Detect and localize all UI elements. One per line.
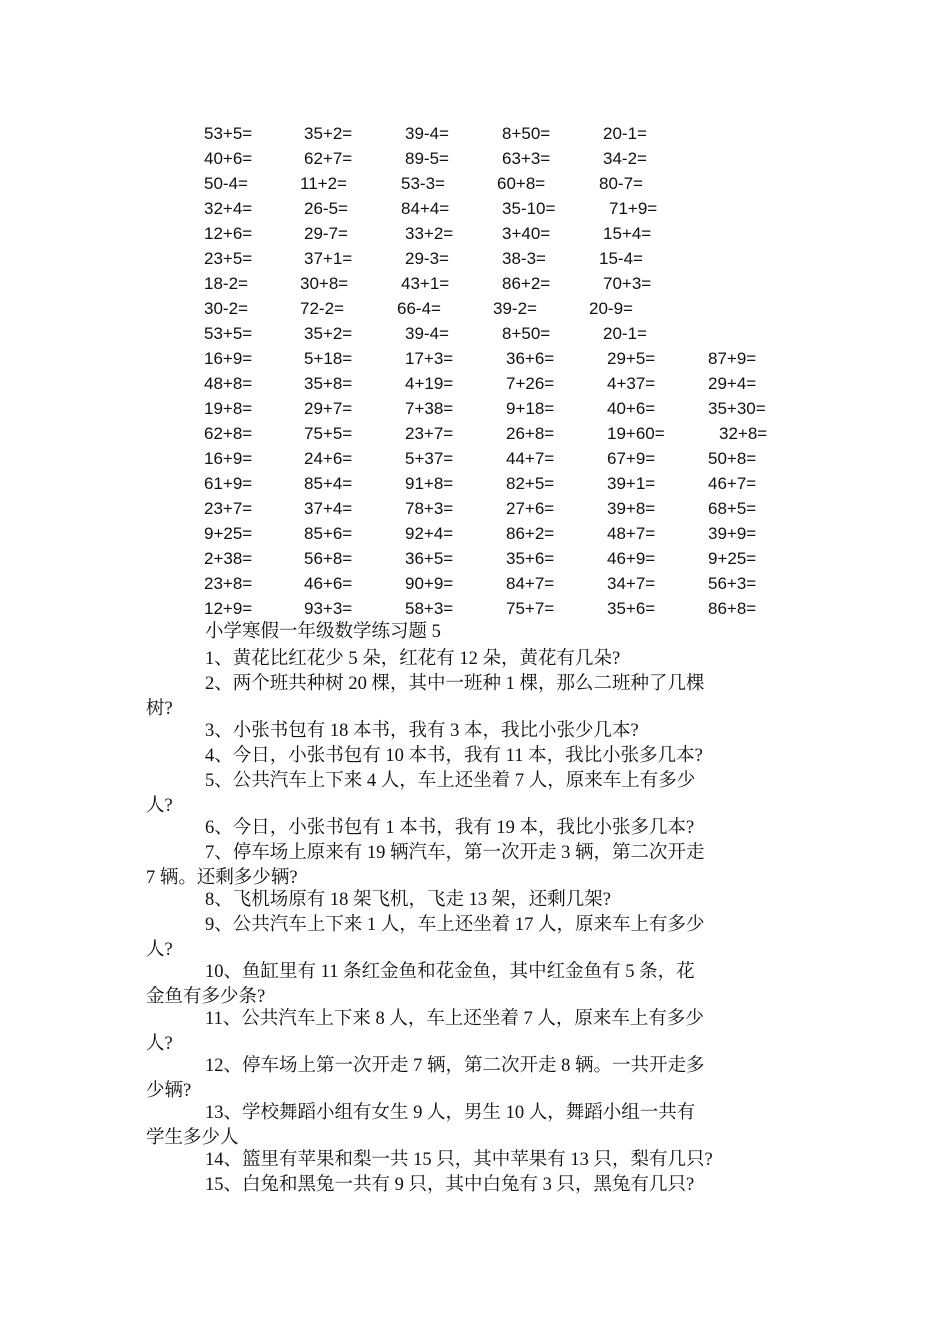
arithmetic-item: 46+9=: [607, 549, 656, 568]
word-problem: [146, 816, 816, 841]
arithmetic-item: 71+9=: [609, 199, 658, 218]
arithmetic-item: 39-4=: [405, 324, 449, 343]
arithmetic-item: 46+6=: [304, 574, 353, 593]
word-problem: [146, 1173, 816, 1198]
word-problem-line: 2、两个班共种树 20 棵，其中一班种 1 棵，那么二班种了几棵: [205, 674, 705, 694]
arithmetic-item: 72-2=: [300, 299, 344, 318]
arithmetic-item: 58+3=: [405, 599, 454, 618]
arithmetic-item: 2+38=: [204, 549, 253, 568]
arithmetic-item: 23+5=: [204, 249, 253, 268]
arithmetic-item: 84+4=: [401, 199, 450, 218]
arithmetic-item: 48+8=: [204, 374, 253, 393]
arithmetic-item: 39+9=: [708, 524, 757, 543]
word-problem-line: 7 辆。还剩多少辆?: [146, 868, 298, 888]
word-problem: [146, 841, 816, 891]
arithmetic-item: 3+40=: [502, 224, 551, 243]
word-problem: [146, 672, 816, 722]
word-problem-line: 学生多少人: [146, 1128, 239, 1148]
word-problem-line: 少辆?: [146, 1081, 192, 1101]
word-problem-line: 1、黄花比红花少 5 朵，红花有 12 朵，黄花有几朵?: [205, 649, 621, 669]
arithmetic-item: 26-5=: [304, 199, 348, 218]
arithmetic-item: 5+18=: [304, 349, 353, 368]
arithmetic-item: 34-2=: [603, 149, 647, 168]
arithmetic-item: 16+9=: [204, 349, 253, 368]
word-problem: [146, 1148, 816, 1173]
word-problem: [146, 1101, 816, 1151]
arithmetic-item: 63+3=: [502, 149, 551, 168]
arithmetic-item: 39+1=: [607, 474, 656, 493]
arithmetic-item: 29-7=: [304, 224, 348, 243]
word-problem: [146, 744, 816, 769]
arithmetic-item: 19+8=: [204, 399, 253, 418]
word-problem-line: 10、鱼缸里有 11 条红金鱼和花金鱼，其中红金鱼有 5 条，花: [205, 962, 695, 982]
arithmetic-item: 82+5=: [506, 474, 555, 493]
arithmetic-row: [0, 596, 950, 621]
word-problem-line: 9、公共汽车上下来 1 人，车上还坐着 17 人，原来车上有多少: [205, 915, 705, 935]
word-problem-line: 8、飞机场原有 18 架飞机，飞走 13 架，还剩几架?: [205, 890, 611, 910]
word-problem-line: 5、公共汽车上下来 4 人，车上还坐着 7 人，原来车上有多少: [205, 771, 696, 791]
word-problem: [146, 769, 816, 819]
arithmetic-item: 35+8=: [304, 374, 353, 393]
word-problem-line: 6、今日，小张书包有 1 本书，我有 19 本，我比小张多几本?: [205, 818, 695, 838]
arithmetic-item: 38-3=: [502, 249, 546, 268]
arithmetic-item: 56+3=: [708, 574, 757, 593]
arithmetic-item: 16+9=: [204, 449, 253, 468]
arithmetic-item: 89-5=: [405, 149, 449, 168]
arithmetic-item: 12+6=: [204, 224, 253, 243]
arithmetic-item: 36+5=: [405, 549, 454, 568]
arithmetic-item: 86+2=: [502, 274, 551, 293]
word-problem-line: 15、白兔和黑兔一共有 9 只，其中白兔有 3 只，黑兔有几只?: [205, 1175, 695, 1195]
arithmetic-row: [0, 396, 950, 421]
arithmetic-item: 87+9=: [708, 349, 757, 368]
arithmetic-item: 4+19=: [405, 374, 454, 393]
arithmetic-item: 56+8=: [304, 549, 353, 568]
arithmetic-item: 12+9=: [204, 599, 253, 618]
arithmetic-item: 20-1=: [603, 324, 647, 343]
arithmetic-item: 17+3=: [405, 349, 454, 368]
arithmetic-row: [0, 196, 950, 221]
arithmetic-item: 50-4=: [204, 174, 248, 193]
arithmetic-item: 20-9=: [589, 299, 633, 318]
arithmetic-item: 78+3=: [405, 499, 454, 518]
arithmetic-item: 40+6=: [204, 149, 253, 168]
arithmetic-row: [0, 571, 950, 596]
word-problem-line: 金鱼有多少条?: [146, 987, 266, 1007]
arithmetic-item: 35+2=: [304, 324, 353, 343]
arithmetic-item: 27+6=: [506, 499, 555, 518]
word-problem-line: 7、停车场上原来有 19 辆汽车，第一次开走 3 辆，第二次开走: [205, 843, 705, 863]
arithmetic-item: 84+7=: [506, 574, 555, 593]
arithmetic-item: 39+8=: [607, 499, 656, 518]
arithmetic-item: 18-2=: [204, 274, 248, 293]
word-problem: [146, 1007, 816, 1057]
arithmetic-item: 60+8=: [497, 174, 546, 193]
arithmetic-item: 61+9=: [204, 474, 253, 493]
arithmetic-item: 62+8=: [204, 424, 253, 443]
arithmetic-row: [0, 446, 950, 471]
word-problem: [146, 1054, 816, 1104]
arithmetic-item: 23+7=: [204, 499, 253, 518]
arithmetic-item: 7+38=: [405, 399, 454, 418]
word-problem: [146, 888, 816, 913]
arithmetic-item: 32+8=: [719, 424, 768, 443]
arithmetic-row: [0, 321, 950, 346]
word-problem-line: 4、今日，小张书包有 10 本书，我有 11 本，我比小张多几本?: [205, 746, 703, 766]
arithmetic-item: 92+4=: [405, 524, 454, 543]
arithmetic-item: 53+5=: [204, 324, 253, 343]
arithmetic-row: [0, 171, 950, 196]
arithmetic-item: 30+8=: [300, 274, 349, 293]
arithmetic-item: 39-2=: [493, 299, 537, 318]
arithmetic-item: 35+6=: [607, 599, 656, 618]
arithmetic-item: 85+4=: [304, 474, 353, 493]
arithmetic-item: 53-3=: [401, 174, 445, 193]
arithmetic-item: 48+7=: [607, 524, 656, 543]
arithmetic-item: 75+7=: [506, 599, 555, 618]
arithmetic-item: 20-1=: [603, 124, 647, 143]
arithmetic-row: [0, 346, 950, 371]
arithmetic-item: 9+25=: [708, 549, 757, 568]
arithmetic-item: 53+5=: [204, 124, 253, 143]
arithmetic-row: [0, 546, 950, 571]
word-problem-line: 人?: [146, 796, 173, 816]
arithmetic-item: 37+4=: [304, 499, 353, 518]
arithmetic-item: 8+50=: [502, 124, 551, 143]
word-problem: [146, 719, 816, 744]
arithmetic-item: 75+5=: [304, 424, 353, 443]
arithmetic-item: 86+2=: [506, 524, 555, 543]
arithmetic-item: 4+37=: [607, 374, 656, 393]
arithmetic-item: 24+6=: [304, 449, 353, 468]
arithmetic-item: 62+7=: [304, 149, 353, 168]
arithmetic-item: 35+6=: [506, 549, 555, 568]
arithmetic-item: 37+1=: [304, 249, 353, 268]
arithmetic-item: 68+5=: [708, 499, 757, 518]
arithmetic-item: 9+25=: [204, 524, 253, 543]
arithmetic-row: [0, 221, 950, 246]
arithmetic-row: [0, 296, 950, 321]
word-problem: [146, 913, 816, 963]
arithmetic-item: 5+37=: [405, 449, 454, 468]
arithmetic-item: 90+9=: [405, 574, 454, 593]
word-problem-line: 13、学校舞蹈小组有女生 9 人，男生 10 人，舞蹈小组一共有: [205, 1103, 696, 1123]
arithmetic-item: 39-4=: [405, 124, 449, 143]
word-problem-line: 11、公共汽车上下来 8 人，车上还坐着 7 人，原来车上有多少: [205, 1009, 704, 1029]
arithmetic-row: [0, 121, 950, 146]
arithmetic-item: 43+1=: [401, 274, 450, 293]
arithmetic-item: 91+8=: [405, 474, 454, 493]
arithmetic-row: [0, 371, 950, 396]
arithmetic-item: 19+60=: [607, 424, 665, 443]
arithmetic-item: 29+5=: [607, 349, 656, 368]
arithmetic-item: 36+6=: [506, 349, 555, 368]
arithmetic-drill: [0, 121, 950, 621]
arithmetic-row: [0, 271, 950, 296]
word-problem-line: 树?: [146, 699, 173, 719]
arithmetic-item: 8+50=: [502, 324, 551, 343]
arithmetic-item: 35-10=: [502, 199, 556, 218]
arithmetic-row: [0, 521, 950, 546]
arithmetic-item: 35+2=: [304, 124, 353, 143]
arithmetic-row: [0, 471, 950, 496]
arithmetic-item: 34+7=: [607, 574, 656, 593]
word-problem: [146, 647, 816, 672]
arithmetic-row: [0, 496, 950, 521]
arithmetic-item: 35+30=: [708, 399, 766, 418]
arithmetic-item: 32+4=: [204, 199, 253, 218]
arithmetic-item: 85+6=: [304, 524, 353, 543]
arithmetic-item: 80-7=: [599, 174, 643, 193]
arithmetic-item: 15-4=: [599, 249, 643, 268]
word-problem-line: 12、停车场上第一次开走 7 辆，第二次开走 8 辆。一共开走多: [205, 1056, 705, 1076]
word-problem-line: 人?: [146, 1034, 173, 1054]
arithmetic-row: [0, 146, 950, 171]
arithmetic-item: 44+7=: [506, 449, 555, 468]
arithmetic-item: 40+6=: [607, 399, 656, 418]
arithmetic-item: 15+4=: [603, 224, 652, 243]
section-title: 小学寒假一年级数学练习题 5: [205, 622, 441, 642]
word-problem-line: 3、小张书包有 18 本书，我有 3 本，我比小张少几本?: [205, 721, 639, 741]
word-problem-line: 14、篮里有苹果和梨一共 15 只，其中苹果有 13 只，梨有几只?: [205, 1150, 713, 1170]
arithmetic-item: 29+4=: [708, 374, 757, 393]
arithmetic-item: 23+8=: [204, 574, 253, 593]
arithmetic-item: 70+3=: [603, 274, 652, 293]
arithmetic-item: 7+26=: [506, 374, 555, 393]
arithmetic-item: 11+2=: [300, 174, 347, 193]
arithmetic-item: 30-2=: [204, 299, 248, 318]
arithmetic-item: 46+7=: [708, 474, 757, 493]
word-problem-line: 人?: [146, 940, 173, 960]
arithmetic-item: 9+18=: [506, 399, 555, 418]
arithmetic-item: 86+8=: [708, 599, 757, 618]
arithmetic-item: 67+9=: [607, 449, 656, 468]
arithmetic-item: 66-4=: [397, 299, 441, 318]
arithmetic-row: [0, 421, 950, 446]
arithmetic-item: 33+2=: [405, 224, 454, 243]
arithmetic-item: 23+7=: [405, 424, 454, 443]
arithmetic-row: [0, 246, 950, 271]
arithmetic-item: 93+3=: [304, 599, 353, 618]
arithmetic-item: 26+8=: [506, 424, 555, 443]
arithmetic-item: 29+7=: [304, 399, 353, 418]
arithmetic-item: 29-3=: [405, 249, 449, 268]
word-problem: [146, 960, 816, 1010]
arithmetic-item: 50+8=: [708, 449, 757, 468]
